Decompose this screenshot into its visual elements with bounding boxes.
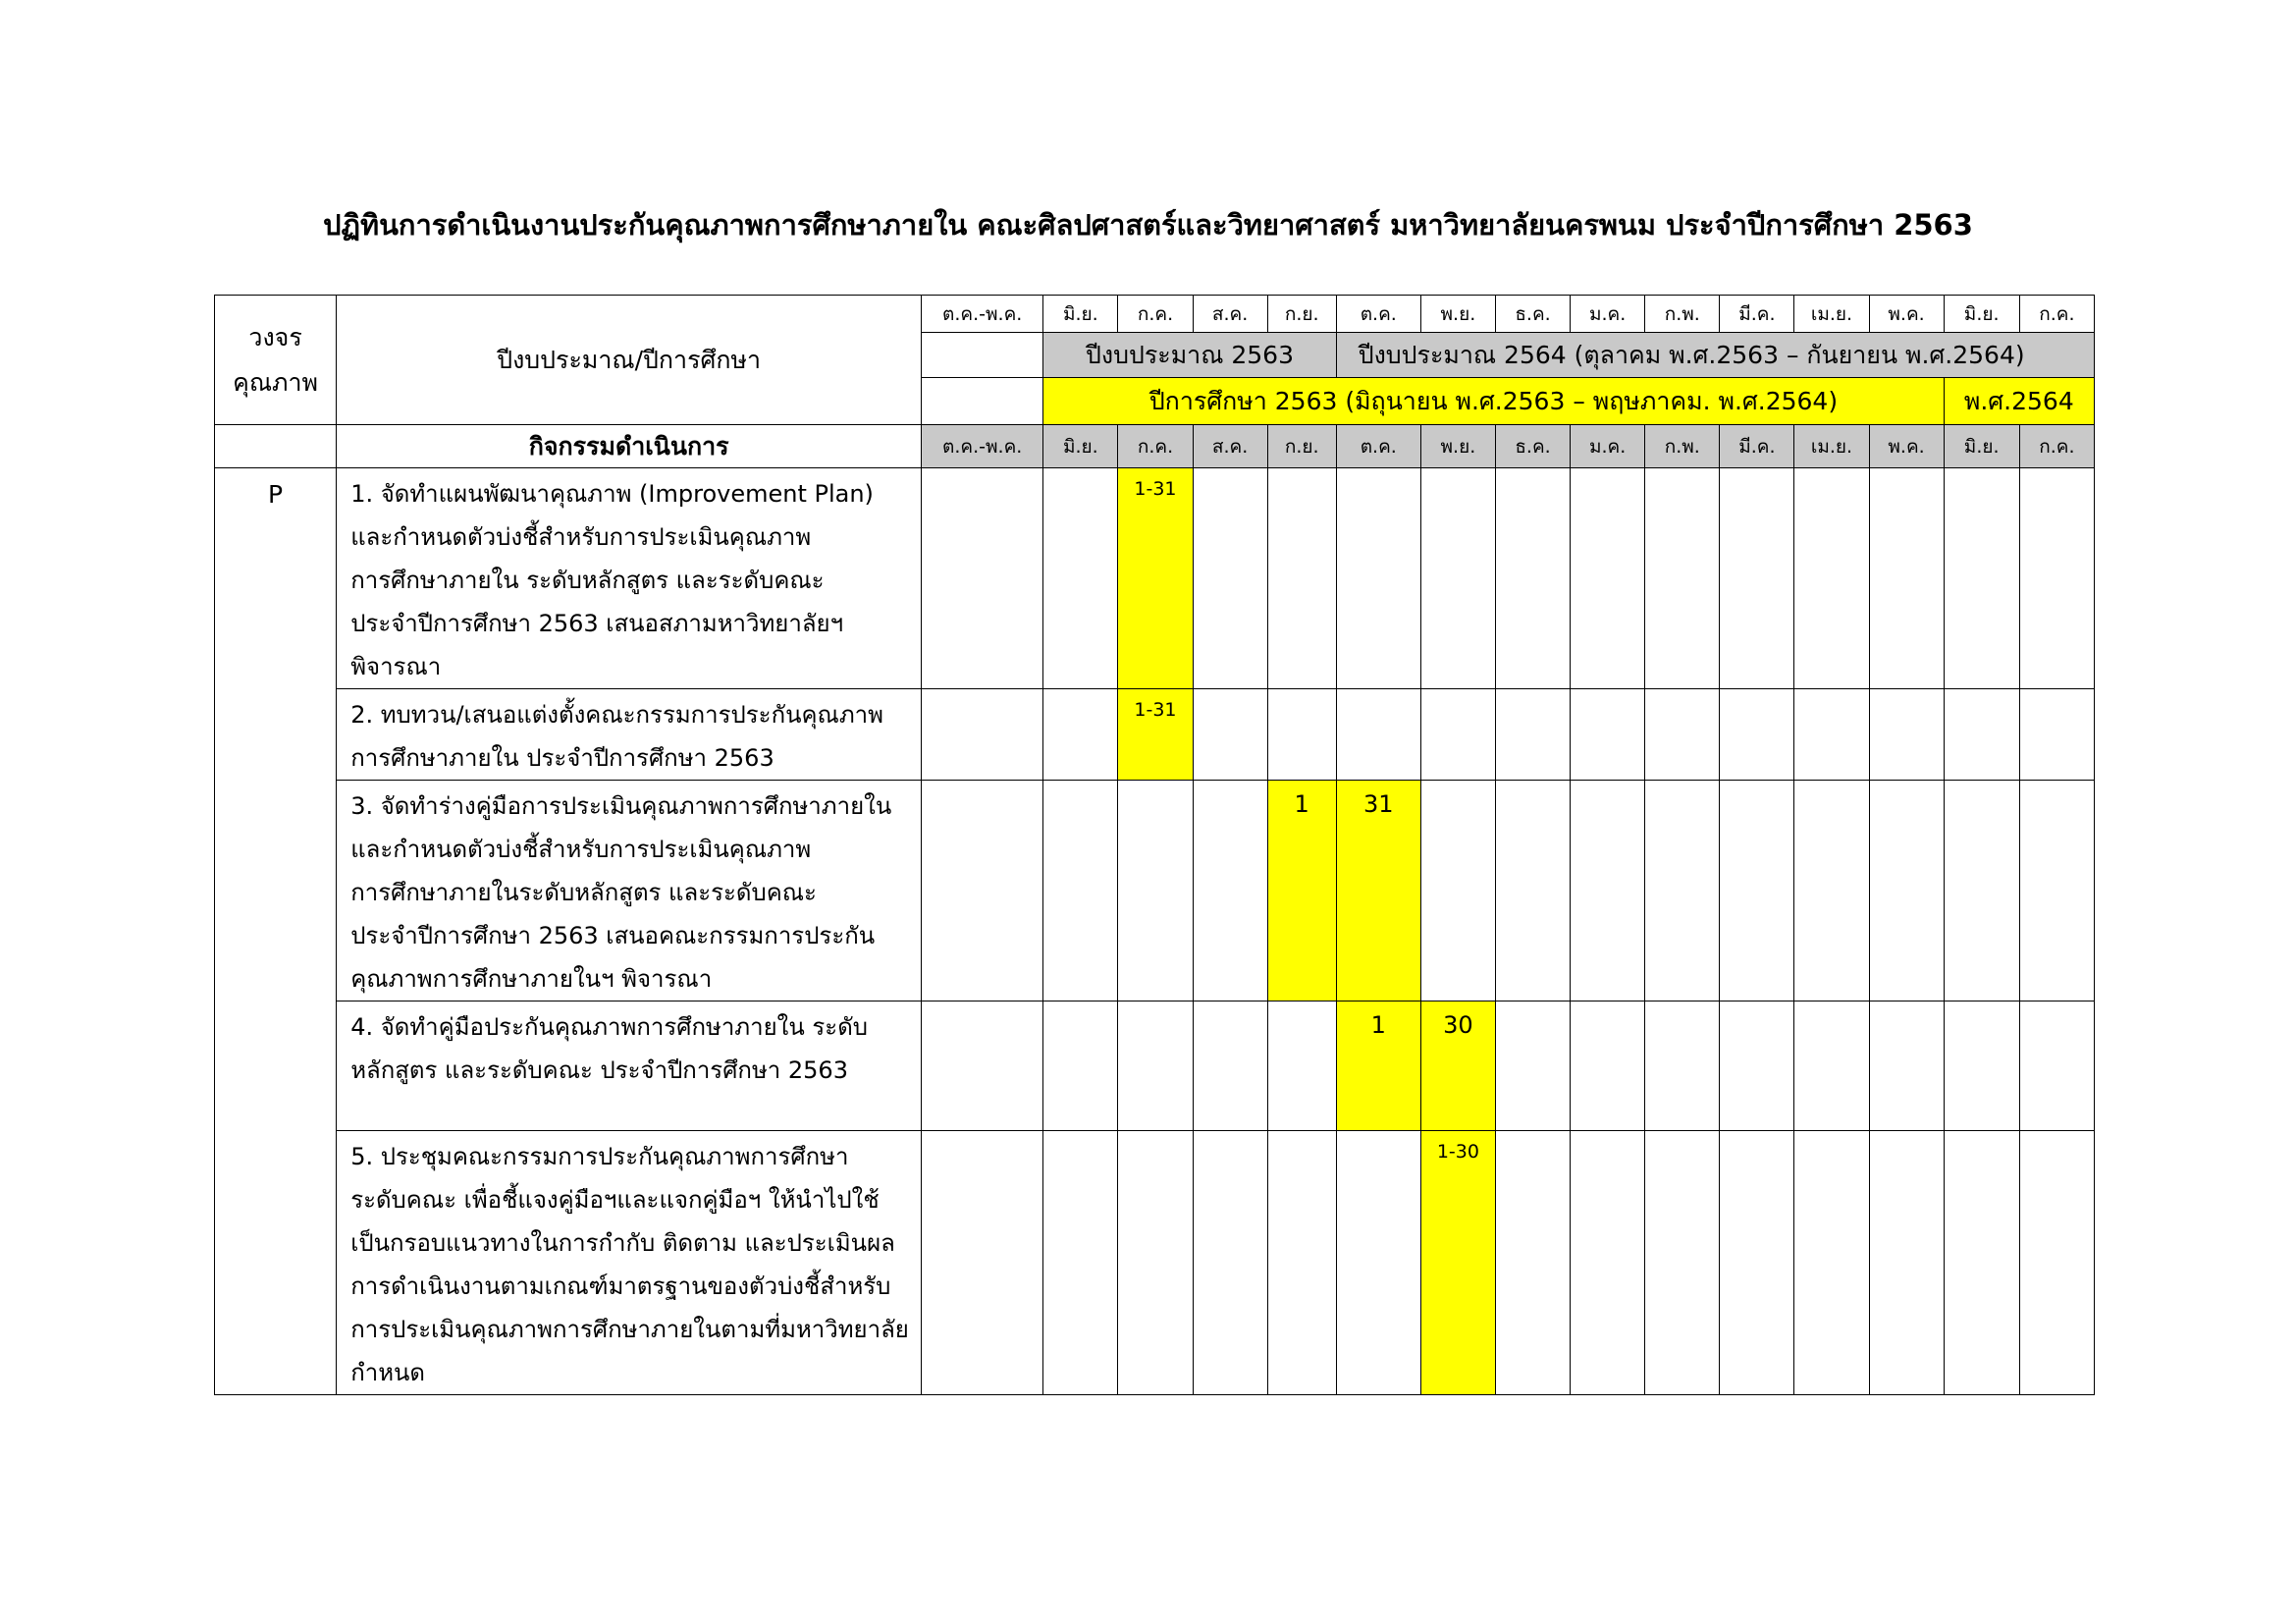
cycle-header-line1: วงจร	[248, 322, 302, 352]
activity-line: 1. จัดทำแผนพัฒนาคุณภาพ (Improvement Plan)	[350, 480, 874, 508]
schedule-cell	[1944, 1001, 2019, 1131]
schedule-cell	[2019, 1001, 2094, 1131]
schedule-cell	[1043, 689, 1118, 781]
schedule-cell	[1571, 781, 1645, 1001]
schedule-cell	[1720, 689, 1794, 781]
schedule-mark: 1-30	[1420, 1131, 1495, 1395]
schedule-cell	[1118, 1131, 1193, 1395]
schedule-cell	[1869, 781, 1944, 1001]
activity-line: 2. ทบทวน/เสนอแต่งตั้งคณะกรรมการประกันคุณภาพ	[350, 701, 883, 729]
activity-line: ประจำปีการศึกษา 2563 เสนอสภามหาวิทยาลัยฯ	[350, 610, 844, 637]
activity-row	[215, 468, 2095, 689]
schedule-cell	[1043, 1131, 1118, 1395]
cycle-label: P	[215, 468, 337, 1395]
activity-line: ระดับคณะ เพื่อชี้แจงคู่มือฯและแจกคู่มือฯ ให้นำไปใช้	[350, 1186, 880, 1214]
activity-line: 4. จัดทำคู่มือประกันคุณภาพการศึกษาภายใน ระดับ	[350, 1013, 869, 1041]
schedule-cell	[1043, 468, 1118, 689]
schedule-cell	[1794, 1001, 1869, 1131]
month-header: ส.ค.	[1193, 296, 1267, 333]
schedule-cell	[1869, 1001, 1944, 1131]
schedule-mark: 30	[1420, 1001, 1495, 1131]
activity-line: การศึกษาภายใน ระดับหลักสูตร และระดับคณะ	[350, 567, 825, 594]
schedule-cell	[1420, 781, 1495, 1001]
activity-text	[337, 1001, 922, 1131]
calendar-table	[214, 295, 2095, 1395]
activity-text	[337, 689, 922, 781]
month-header: พ.ย.	[1420, 425, 1495, 468]
schedule-cell	[922, 468, 1043, 689]
activity-header: กิจกรรมดำเนินการ	[337, 425, 922, 468]
year-2564-band: พ.ศ.2564	[1944, 378, 2094, 425]
schedule-cell	[1193, 781, 1267, 1001]
schedule-cell	[1495, 1001, 1570, 1131]
activity-line: คุณภาพการศึกษาภายในฯ พิจารณา	[350, 965, 713, 993]
schedule-cell	[1267, 1131, 1336, 1395]
empty-cell	[922, 378, 1043, 425]
schedule-cell	[1794, 1131, 1869, 1395]
month-header: ม.ค.	[1571, 425, 1645, 468]
schedule-cell	[1495, 689, 1570, 781]
activity-text	[337, 468, 922, 689]
month-header: พ.ค.	[1869, 296, 1944, 333]
month-header: ก.พ.	[1645, 425, 1720, 468]
schedule-cell	[2019, 689, 2094, 781]
schedule-cell	[1794, 689, 1869, 781]
activity-text	[337, 1131, 922, 1395]
schedule-cell	[1193, 468, 1267, 689]
schedule-cell	[1495, 781, 1570, 1001]
schedule-cell	[1193, 1131, 1267, 1395]
month-header: มิ.ย.	[1043, 425, 1118, 468]
academic-year-band: ปีการศึกษา 2563 (มิถุนายน พ.ศ.2563 – พฤษภาคม. พ.ศ.2564)	[1043, 378, 1944, 425]
activity-line: กำหนด	[350, 1359, 426, 1386]
activity-line: 5. ประชุมคณะกรรมการประกันคุณภาพการศึกษา	[350, 1143, 849, 1170]
schedule-cell	[1571, 1001, 1645, 1131]
budget-2564-band: ปีงบประมาณ 2564 (ตุลาคม พ.ศ.2563 – กันยายน พ.ศ.2564)	[1336, 333, 2094, 378]
schedule-cell	[1869, 468, 1944, 689]
schedule-mark: 1-31	[1118, 689, 1193, 781]
schedule-cell	[1720, 1131, 1794, 1395]
month-header: มิ.ย.	[1043, 296, 1118, 333]
activity-line: การศึกษาภายในระดับหลักสูตร และระดับคณะ	[350, 879, 817, 906]
schedule-cell	[1193, 689, 1267, 781]
schedule-cell	[1720, 781, 1794, 1001]
activity-row	[215, 781, 2095, 1001]
month-header: ม.ค.	[1571, 296, 1645, 333]
cycle-header	[215, 296, 337, 425]
month-header: พ.ย.	[1420, 296, 1495, 333]
schedule-cell	[1645, 468, 1720, 689]
schedule-cell	[1420, 468, 1495, 689]
schedule-mark: 1-31	[1118, 468, 1193, 689]
activity-text	[337, 781, 922, 1001]
schedule-cell	[1571, 468, 1645, 689]
month-header: ก.พ.	[1645, 296, 1720, 333]
empty-cell	[215, 425, 337, 468]
schedule-cell	[1495, 1131, 1570, 1395]
cycle-header-line2: คุณภาพ	[233, 367, 319, 397]
schedule-cell	[922, 781, 1043, 1001]
schedule-mark: 1	[1336, 1001, 1420, 1131]
activity-line: และกำหนดตัวบ่งชี้สำหรับการประเมินคุณภาพ	[350, 836, 812, 863]
month-header: มี.ค.	[1720, 296, 1794, 333]
month-header: เม.ย.	[1794, 425, 1869, 468]
schedule-cell	[1794, 781, 1869, 1001]
year-header: ปีงบประมาณ/ปีการศึกษา	[337, 296, 922, 425]
schedule-cell	[1267, 1001, 1336, 1131]
activity-line: และกำหนดตัวบ่งชี้สำหรับการประเมินคุณภาพ	[350, 523, 812, 551]
month-header: ก.ค.	[2019, 425, 2094, 468]
month-header: ธ.ค.	[1495, 425, 1570, 468]
schedule-cell	[2019, 781, 2094, 1001]
month-header: พ.ค.	[1869, 425, 1944, 468]
schedule-cell	[1043, 781, 1118, 1001]
month-header: ธ.ค.	[1495, 296, 1570, 333]
schedule-cell	[1336, 1131, 1420, 1395]
schedule-cell	[922, 689, 1043, 781]
month-header: ก.ค.	[2019, 296, 2094, 333]
activity-line: 3. จัดทำร่างคู่มือการประเมินคุณภาพการศึกษาภายใน	[350, 792, 892, 820]
schedule-cell	[1571, 689, 1645, 781]
schedule-cell	[1645, 689, 1720, 781]
schedule-cell	[1944, 1131, 2019, 1395]
schedule-cell	[1944, 781, 2019, 1001]
schedule-cell	[1645, 1001, 1720, 1131]
month-header: ต.ค.	[1336, 425, 1420, 468]
month-header: ต.ค.-พ.ค.	[922, 425, 1043, 468]
month-header: มี.ค.	[1720, 425, 1794, 468]
month-header: มิ.ย.	[1944, 296, 2019, 333]
schedule-cell	[2019, 1131, 2094, 1395]
schedule-cell	[1336, 689, 1420, 781]
activity-line: ประจำปีการศึกษา 2563 เสนอคณะกรรมการประกัน	[350, 922, 876, 949]
schedule-cell	[1118, 781, 1193, 1001]
month-header: ก.ค.	[1118, 296, 1193, 333]
month-header: เม.ย.	[1794, 296, 1869, 333]
schedule-cell	[1869, 689, 1944, 781]
schedule-mark: 1	[1267, 781, 1336, 1001]
activity-row	[215, 689, 2095, 781]
schedule-cell	[1495, 468, 1570, 689]
page-title: ปฏิทินการดำเนินงานประกันคุณภาพการศึกษาภายใน คณะศิลปศาสตร์และวิทยาศาสตร์ มหาวิทยาลัยนครพนม ประจำปีการศึกษา 2563	[323, 208, 1973, 242]
schedule-cell	[1571, 1131, 1645, 1395]
month-header: มิ.ย.	[1944, 425, 2019, 468]
month-header: ส.ค.	[1193, 425, 1267, 468]
activity-line: เป็นกรอบแนวทางในการกำกับ ติดตาม และประเมินผล	[350, 1229, 895, 1257]
schedule-cell	[922, 1131, 1043, 1395]
schedule-cell	[1645, 1131, 1720, 1395]
month-header: ก.ย.	[1267, 425, 1336, 468]
schedule-cell	[1794, 468, 1869, 689]
activity-line: การศึกษาภายใน ประจำปีการศึกษา 2563	[350, 744, 774, 772]
schedule-cell	[1043, 1001, 1118, 1131]
schedule-mark: 31	[1336, 781, 1420, 1001]
schedule-cell	[1336, 468, 1420, 689]
month-header: ก.ย.	[1267, 296, 1336, 333]
activity-line: การดำเนินงานตามเกณฑ์มาตรฐานของตัวบ่งชี้สำหรับ	[350, 1272, 891, 1300]
activity-line: หลักสูตร และระดับคณะ ประจำปีการศึกษา 2563	[350, 1056, 848, 1084]
schedule-cell	[1267, 468, 1336, 689]
schedule-cell	[1267, 689, 1336, 781]
activity-line: พิจารณา	[350, 653, 442, 680]
month-header: ต.ค.-พ.ค.	[922, 296, 1043, 333]
schedule-cell	[1645, 781, 1720, 1001]
schedule-cell	[1118, 1001, 1193, 1131]
schedule-cell	[922, 1001, 1043, 1131]
schedule-cell	[1193, 1001, 1267, 1131]
schedule-cell	[2019, 468, 2094, 689]
month-header: ก.ค.	[1118, 425, 1193, 468]
activity-row	[215, 1001, 2095, 1131]
activity-row	[215, 1131, 2095, 1395]
budget-2563-band: ปีงบประมาณ 2563	[1043, 333, 1336, 378]
schedule-cell	[1869, 1131, 1944, 1395]
schedule-cell	[1420, 689, 1495, 781]
schedule-cell	[1944, 689, 2019, 781]
schedule-cell	[1720, 1001, 1794, 1131]
activity-line: การประเมินคุณภาพการศึกษาภายในตามที่มหาวิทยาลัย	[350, 1316, 909, 1343]
schedule-cell	[1944, 468, 2019, 689]
month-header: ต.ค.	[1336, 296, 1420, 333]
schedule-cell	[1720, 468, 1794, 689]
